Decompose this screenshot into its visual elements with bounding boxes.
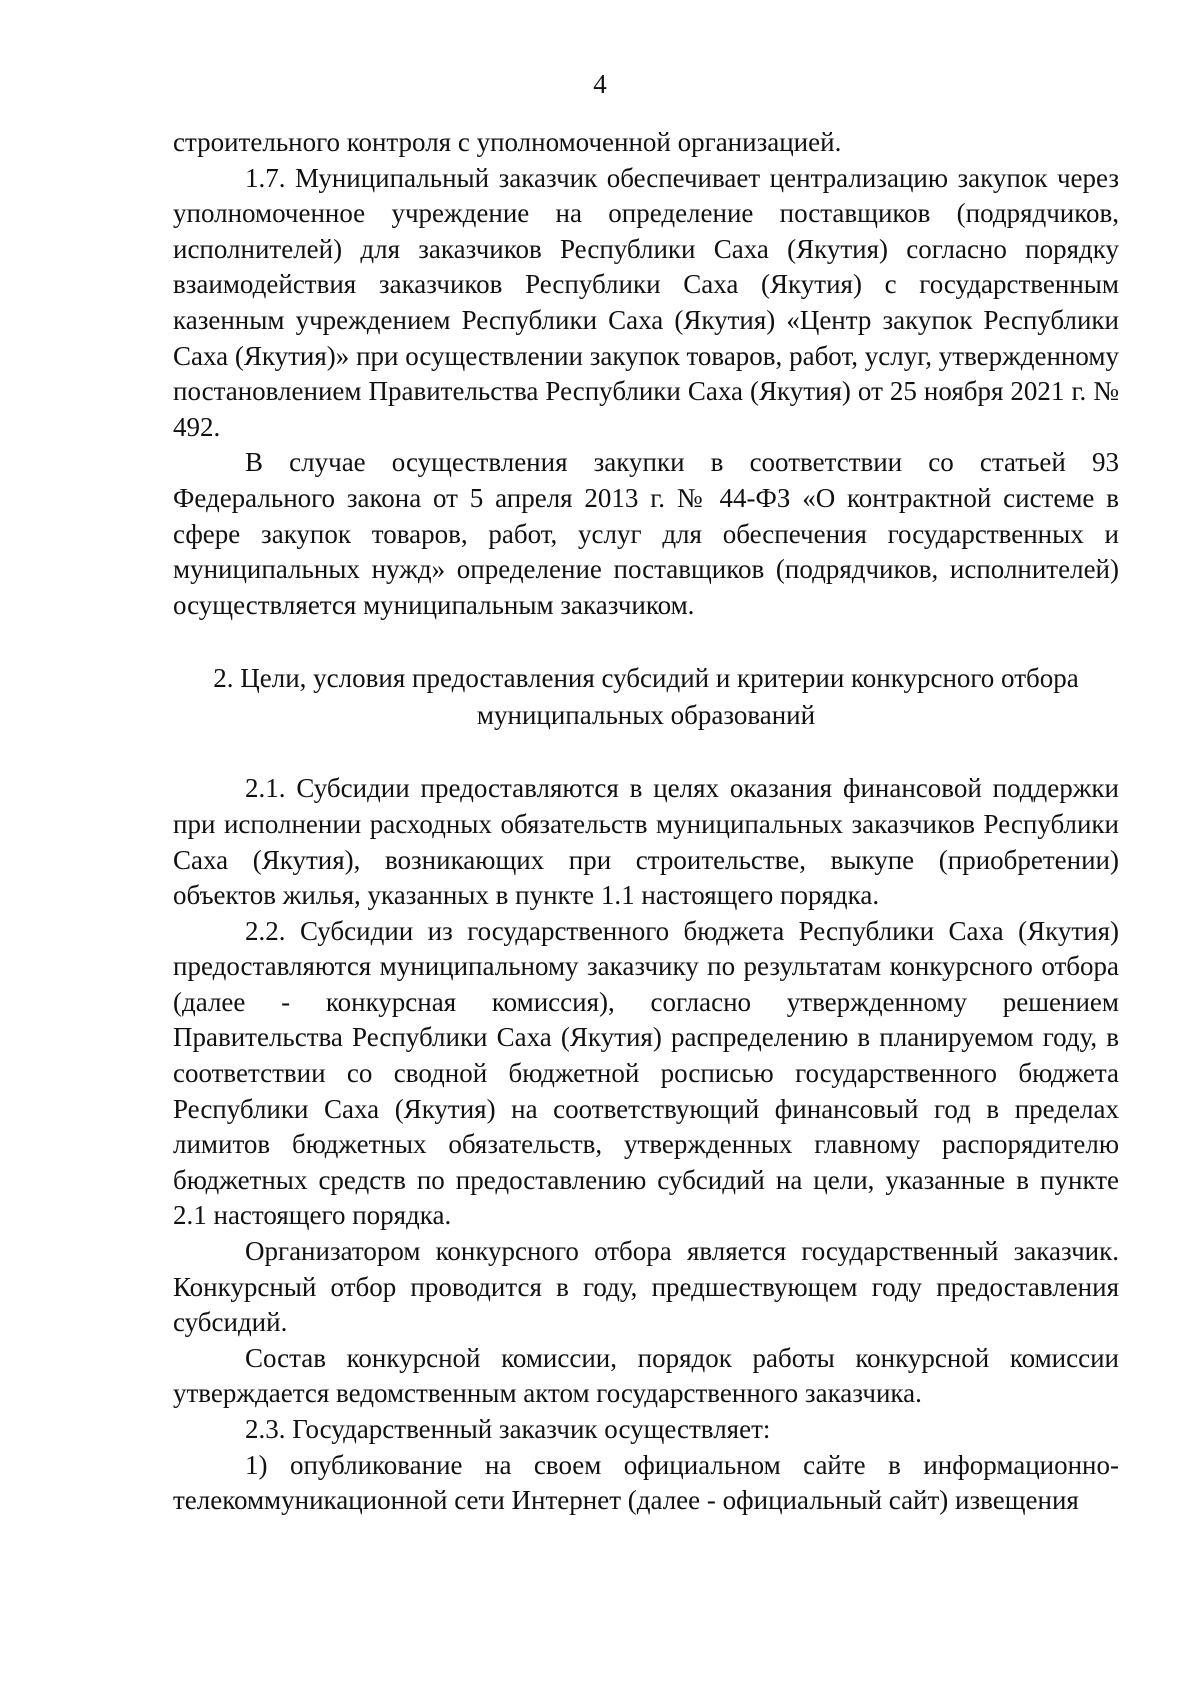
paragraph-organizer: Организатором конкурсного отбора является государственный заказчик. Конкурсный отбор проводится в году, предшествующем году предоставления субсидий. <box>173 1236 1119 1338</box>
section-heading-line-2: муниципальных образований <box>476 700 816 731</box>
paragraph-continuation: строительного контроля с уполномоченной организацией. <box>173 127 842 157</box>
section-heading-line-1: 2. Цели, условия предоставления субсидий и критерии конкурсного отбора <box>213 663 1079 694</box>
paragraph-commission: Состав конкурсной комиссии, порядок работы конкурсной комиссии утверждается ведомственным актом государственного заказчика. <box>173 1342 1119 1409</box>
paragraph-2-3: 2.3. Государственный заказчик осуществляет: <box>245 1414 771 1444</box>
paragraph-2-2: 2.2. Субсидии из государственного бюджета Республики Саха (Якутия) предоставляются муниципальному заказчику по результатам конкурсного отбора (далее - конкурсная комиссия), согласно утвержденному решением Правительства Республики Саха (Якутия) распределению в планируемом году, в соответствии со сводной бюджетной росписью государственного бюджета Республики Саха (Якутия) на соответствующий финансовый год в пределах лимитов бюджетных обязательств, утвержденных главному распорядителю бюджетных средств по предоставлению субсидий на цели, указанные в пункте 2.1 настоящего порядка. <box>173 915 1119 1231</box>
page-number: 4 <box>593 69 607 99</box>
section-heading <box>173 660 1119 734</box>
paragraph-2-1: 2.1. Субсидии предоставляются в целях оказания финансовой поддержки при исполнении расходных обязательств муниципальных заказчиков Республики Саха (Якутия), возникающих при строительстве, выкупе (приобретении) объектов жилья, указанных в пункте 1.1 настоящего порядка. <box>173 773 1119 911</box>
paragraph-article-93: В случае осуществления закупки в соответствии со статьей 93 Федерального закона от 5 апреля 2013 г. № 44-ФЗ «О контрактной системе в сфере закупок товаров, работ, услуг для обеспечения государственных и муниципальных нужд» определение поставщиков (подрядчиков, исполнителей) осуществляется муниципальным заказчиком. <box>173 447 1119 620</box>
list-item-1: 1) опубликование на своем официальном сайте в информационно-телекоммуникационной сети Интернет (далее - официальный сайт) извещения <box>173 1449 1119 1516</box>
document-body <box>173 125 1119 1519</box>
paragraph-1-7: 1.7. Муниципальный заказчик обеспечивает централизацию закупок через уполномоченное учреждение на определение поставщиков (подрядчиков, исполнителей) для заказчиков Республики Саха (Якутия) согласно порядку взаимодействия заказчиков Республики Саха (Якутия) с государственным казенным учреждением Республики Саха (Якутия) «Центр закупок Республики Саха (Якутия)» при осуществлении закупок товаров, работ, услуг, утвержденному постановлением Правительства Республики Саха (Якутия) от 25 ноября 2021 г. № 492. <box>173 162 1119 442</box>
